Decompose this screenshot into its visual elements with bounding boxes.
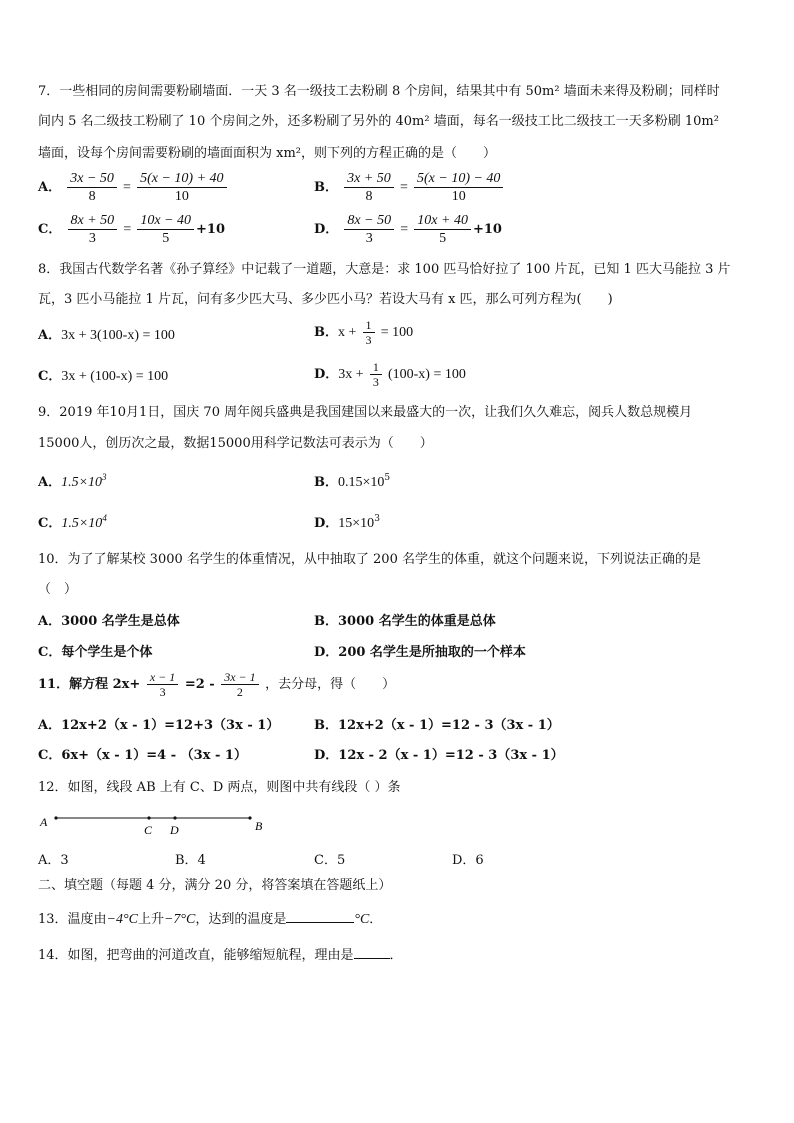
point-c [147,816,150,819]
label-c: C [144,823,153,837]
q9-option-d: D．$15\times 10^3$ [314,514,380,531]
q8-option-b: B．x + $\frac{1}{3}$ = 100 [314,318,414,347]
fraction: $\frac{8x - 50}{3}$ [344,212,394,247]
answer-blank[interactable] [286,910,354,923]
q7-option-b: B． $\frac{3x + 50}{8}$ = $\frac{5(x - 10) - 40}{10}$ [314,170,505,205]
fraction: $\frac{1}{3}$ [363,318,375,347]
q12-option-c: C．5 [314,853,346,868]
q8-option-c: C．3x + (100-x) = 100 [38,369,169,384]
q7-stem-line2: 间内 5 名二级技工粉刷了 10 个房间之外，还多粉刷了另外的 40m² 墙面，每名一级技工比二级技工一天多粉刷 10m² [38,114,719,129]
option-label: A． [38,180,62,195]
q10-option-c: C．每个学生是个体 [38,645,153,660]
fraction: $\frac{10x - 40}{5}$ [137,212,194,247]
fraction: $\frac{8x + 50}{3}$ [68,212,118,247]
q7-option-c: C． $\frac{8x + 50}{3}$ = $\frac{10x - 40}{5}$ +10 [38,213,226,246]
fraction: $\frac{x - 1}{3}$ [147,670,178,699]
fraction: $\frac{5(x - 10) - 40}{10}$ [414,170,503,205]
q8-stem-line2: 瓦，3 匹小马能拉 1 片瓦，问有多少匹大马、多少匹小马？若设大马有 x 匹，那么可列方程为( ) [38,292,613,307]
q10-stem-line1: 10．为了了解某校 3000 名学生的体重情况，从中抽取了 200 名学生的体重，就这个问题来说，下列说法正确的是 [38,552,701,567]
q12-stem: 12．如图，线段 AB 上有 C、D 两点，则图中共有线段（ ）条 [38,780,401,795]
q7-stem-line1: 7．一些相同的房间需要粉刷墙面．一天 3 名一级技工去粉刷 8 个房间，结果其中有 50m² 墙面未来得及粉刷；同样时 [38,84,720,99]
option-label: B． [314,180,338,195]
q13-stem: 13．温度由−4°C上升−7°C，达到的温度是 °C． [38,912,383,927]
q9-stem-line2: 15000人，创历次之最，数据15000用科学记数法可表示为（ ） [38,436,433,451]
q7-option-d: D． $\frac{8x - 50}{3}$ = $\frac{10x + 40}{5}$ +10 [314,213,502,246]
q9-option-a: A．$1.5\times 10^3$ [38,472,107,490]
q9-stem-line1: 9．2019 年10月1日，国庆 70 周年阅兵盛典是我国建国以来最盛大的一次，让我们久久难忘，阅兵人数总规模月 [38,405,693,420]
q11-option-d: D．12x - 2（x - 1）=12 - 3（3x - 1） [314,748,564,763]
fraction: $\frac{10x + 40}{5}$ [414,212,471,247]
label-a: A [40,815,48,829]
q10-option-d: D．200 名学生是所抽取的一个样本 [314,645,526,660]
q9-option-b: B．$0.15\times 10^5$ [314,473,391,490]
segment-ab-diagram [38,808,278,840]
q12-option-d: D．6 [452,853,484,868]
fraction: $\frac{3x + 50}{8}$ [344,170,394,205]
fraction: $\frac{3x - 1}{2}$ [221,670,258,699]
q9-option-c: C．$1.5\times 10^4$ [38,513,107,531]
q7-stem-line3: 墙面，设每个房间需要粉刷的墙面面积为 xm²，则下列的方程正确的是（ ） [38,146,497,161]
label-d: D [170,823,179,837]
fraction: $\frac{3x - 50}{8}$ [67,170,117,205]
answer-blank[interactable] [354,946,390,959]
q12-option-a: A．3 [38,853,69,868]
point-a [54,816,57,819]
fraction: $\frac{5(x - 10) + 40}{10}$ [137,170,226,205]
option-label: C． [38,222,62,237]
point-b [248,816,251,819]
point-d [173,816,176,819]
q8-option-d: D．3x + $\frac{1}{3}$ (100-x) = 100 [314,360,466,389]
q8-option-a: A．3x + 3(100-x) = 100 [38,328,175,343]
q8-stem-line1: 8．我国古代数学名著《孙子算经》中记载了一道题，大意是：求 100 匹马恰好拉了 100 片瓦，已知 1 匹大马能拉 3 片 [38,262,731,277]
q11-option-b: B．12x+2（x - 1）=12 - 3（3x - 1） [314,718,560,733]
q14-stem: 14．如图，把弯曲的河道改直，能够缩短航程，理由是 ． [38,948,403,963]
section-heading-fill-in: 二、填空题（每题 4 分，满分 20 分，将答案填在答题纸上） [38,878,392,893]
q11-stem: 11．解方程 2x+ $\frac{x - 1}{3}$ =2 - $\frac{3x - 1}{2}$ ，去分母，得（ ） [38,670,396,699]
q7-option-a: A． $\frac{3x - 50}{8}$ = $\frac{5(x - 10) + 40}{10}$ [38,170,229,205]
q11-option-a: A．12x+2（x - 1）=12+3（3x - 1） [38,718,280,733]
q11-option-c: C．6x+（x - 1）=4 - （3x - 1） [38,748,247,763]
q10-stem-line2: （ ） [38,582,78,597]
q10-option-b: B．3000 名学生的体重是总体 [314,614,496,629]
fraction: $\frac{1}{3}$ [370,360,382,389]
label-b: B [255,819,263,833]
q10-option-a: A．3000 名学生是总体 [38,614,180,629]
q12-option-b: B．4 [175,853,206,868]
option-label: D． [314,222,339,237]
